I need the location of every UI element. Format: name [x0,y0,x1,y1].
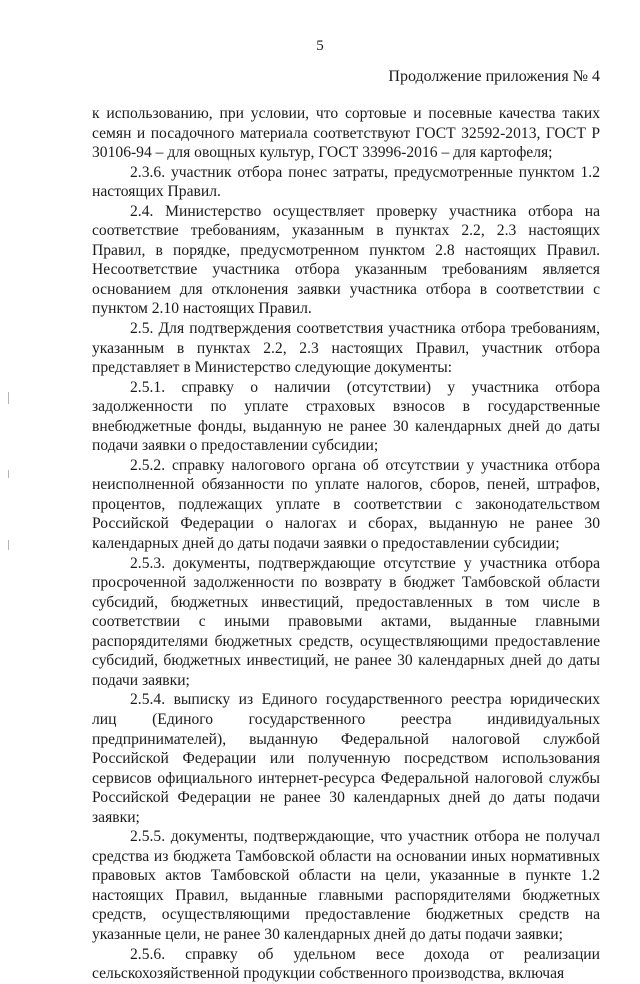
scan-edge-mark [8,540,9,550]
paragraph-2-5-3: 2.5.3. документы, подтверждающие отсутствие у участника отбора просроченной задолженности по возврату в бюджет Тамбовской области субсидий, бюджетных инвестиций, предоставленных в том числе в соответствии с иными правовыми актами, выданные главными распорядителями бюджетных средств, осуществляющими предоставление субсидий, бюджетных инвестиций, не ранее 30 календарных дней до даты подачи заявки; [92,554,600,689]
paragraph-2-5-1: 2.5.1. справку о наличии (отсутствии) у участника отбора задолженности по уплате страховых взносов в государственные внебюджетные фонды, выданную не ранее 30 календарных дней до даты подачи заявки о предоставлении субсидии; [92,378,600,455]
paragraph-2-3-6: 2.3.6. участник отбора понес затраты, предусмотренные пунктом 1.2 настоящих Правил. [92,163,600,201]
paragraph-2-5-2: 2.5.2. справку налогового органа об отсутствии у участника отбора неисполненной обязанности по уплате налогов, сборов, пеней, штрафов, процентов, подлежащих уплате в соответствии с законодательством Российской Федерации о налогах и сборах, выданную не ранее 30 календарных дней до даты подачи заявки о предоставлении субсидии; [92,456,600,553]
paragraph-continuation: к использованию, при условии, что сортовые и посевные качества таких семян и посадочного материала соответствуют ГОСТ 32592-2013, ГОСТ Р 30106-94 – для овощных культур, ГОСТ 33996-2016 – для картофеля; [92,105,600,162]
paragraph-2-5: 2.5. Для подтверждения соответствия участника отбора требованиям, указанным в пунктах 2.2, 2.3 настоящих Правил, участник отбора представляет в Министерство следующие документы: [92,320,600,377]
page-number: 5 [316,38,324,54]
scan-edge-mark [8,392,9,404]
paragraph-2-4: 2.4. Министерство осуществляет проверку участника отбора на соответствие требованиям, указанным в пунктах 2.2, 2.3 настоящих Правил, в порядке, предусмотренном пунктом 2.8 настоящих Правил. Несоответствие участника отбора указанным требованиям является основанием для отклонения заявки участника отбора в соответствии с пунктом 2.10 настоящих Правил. [92,202,600,318]
appendix-continuation-header: Продолжение приложения № 4 [388,68,600,85]
paragraph-2-5-6: 2.5.6. справку об удельном весе дохода от реализации сельскохозяйственной продукции собственного производства, включая [92,945,600,983]
paragraph-2-5-4: 2.5.4. выписку из Единого государственного реестра юридических лиц (Единого государственного реестра индивидуальных предпринимателей), выданную Федеральной налоговой службой Российской Федерации или полученную посредством использования сервисов официального интернет-ресурса Федеральной налоговой службы Российской Федерации не ранее 30 календарных дней до даты подачи заявки; [92,691,600,826]
paragraph-2-5-5: 2.5.5. документы, подтверждающие, что участник отбора не получал средства из бюджета Тамбовской области на основании иных нормативных правовых актов Тамбовской области на цели, указанные в пункте 1.2 настоящих Правил, выданные главными распорядителями бюджетных средств, осуществляющими предоставление бюджетных средств на указанные цели, не ранее 30 календарных дней до даты подачи заявки; [92,828,600,943]
scan-edge-mark [8,470,9,478]
document-body [92,104,600,984]
